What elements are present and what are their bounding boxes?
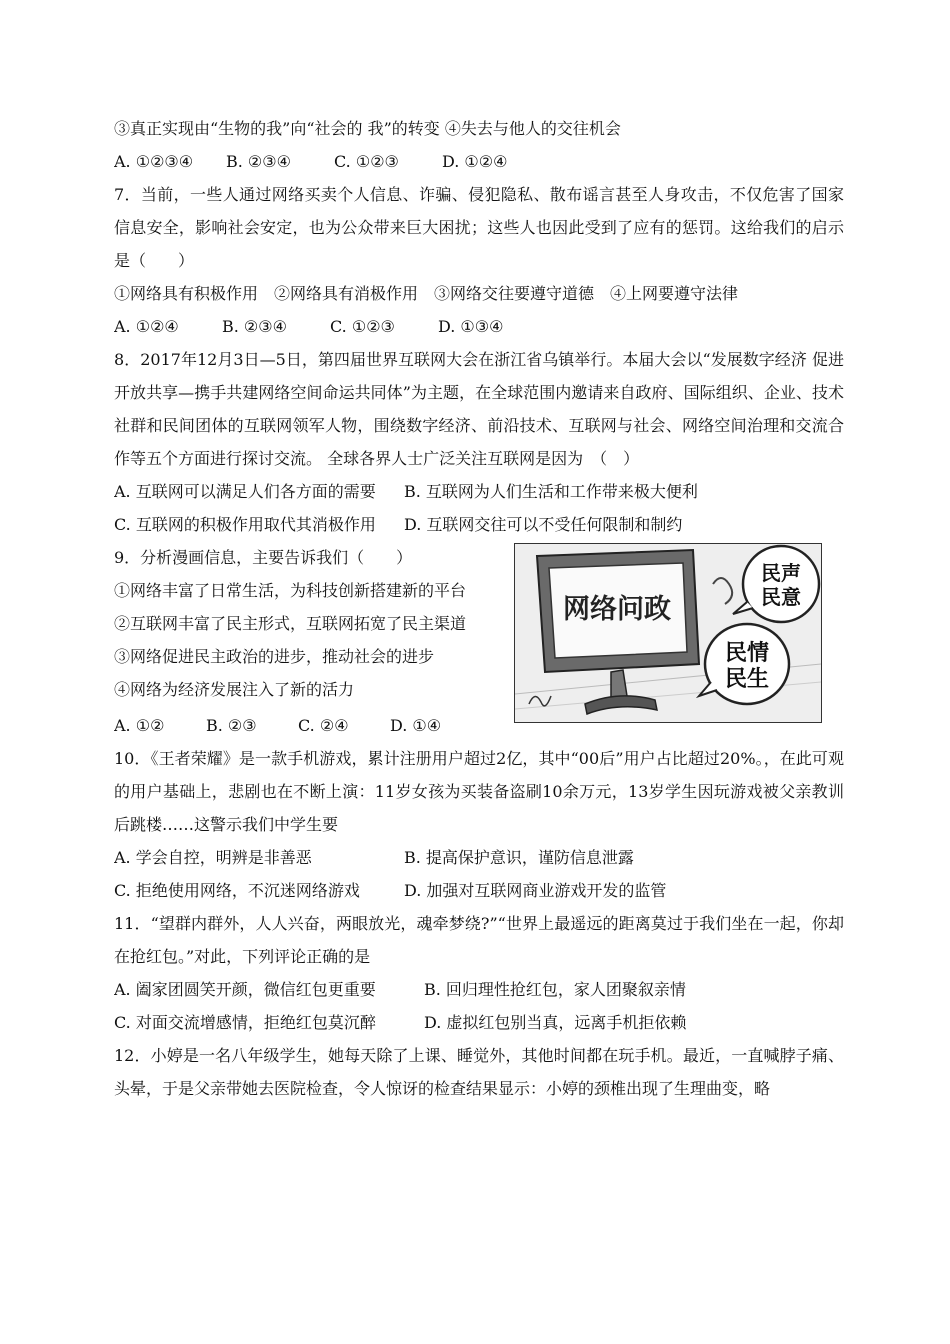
q10-option-b[interactable]: B. 提高保护意识，谨防信息泄露 — [404, 848, 634, 867]
bubble1-line2: 民意 — [761, 585, 801, 609]
q6-options — [114, 145, 844, 178]
q8-option-c[interactable]: C. 互联网的积极作用取代其消极作用 — [114, 515, 376, 534]
q9-stem: 9．分析漫画信息，主要告诉我们（ ） — [114, 548, 413, 567]
q9-option-a[interactable]: A. ①② — [114, 716, 165, 735]
q6-option-a[interactable]: A. ①②③④ — [114, 152, 194, 171]
q9-statement-4: ④网络为经济发展注入了新的活力 — [114, 680, 355, 699]
exam-page — [114, 112, 844, 1105]
q9-option-c[interactable]: C. ②④ — [298, 716, 349, 735]
q7-statements: ①网络具有积极作用 ②网络具有消极作用 ③网络交往要遵守道德 ④上网要遵守法律 — [114, 284, 739, 303]
q7-options — [114, 310, 844, 343]
q8-option-b[interactable]: B. 互联网为人们生活和工作带来极大便利 — [404, 482, 698, 501]
q6-option-c[interactable]: C. ①②③ — [334, 152, 399, 171]
q9-option-d[interactable]: D. ①④ — [390, 716, 442, 735]
q6-option-b[interactable]: B. ②③④ — [226, 152, 291, 171]
q7-stem: 7．当前，一些人通过网络买卖个人信息、诈骗、侵犯隐私、散布谣言甚至人身攻击，不仅危害了国家信息安全，影响社会安定，也为公众带来巨大困扰；这些人也因此受到了应有的惩罚。这给我们的启示是（ ） — [114, 185, 844, 270]
q9-cartoon-image — [514, 543, 822, 723]
q11-options-row2 — [114, 1006, 844, 1039]
q10-option-a[interactable]: A. 学会自控，明辨是非善恶 — [114, 848, 312, 867]
q8-option-d[interactable]: D. 互联网交往可以不受任何限制和制约 — [404, 515, 683, 534]
q11-option-c[interactable]: C. 对面交流增感情，拒绝红包莫沉醉 — [114, 1013, 376, 1032]
q8-options-row2 — [114, 508, 844, 541]
q7-option-d[interactable]: D. ①③④ — [438, 317, 504, 336]
q11-option-d[interactable]: D. 虚拟红包别当真，远离手机拒依赖 — [424, 1013, 687, 1032]
q11-option-a[interactable]: A. 阖家团圆笑开颜，微信红包更重要 — [114, 980, 376, 999]
bubble2-line2: 民生 — [724, 667, 770, 692]
q9-statement-2: ②互联网丰富了民主形式，互联网拓宽了民主渠道 — [114, 614, 467, 633]
q10-options-row2 — [114, 874, 844, 907]
q9-statement-1: ①网络丰富了日常生活，为科技创新搭建新的平台 — [114, 581, 467, 600]
bubble2-line1: 民情 — [724, 641, 770, 666]
q10-option-c[interactable]: C. 拒绝使用网络，不沉迷网络游戏 — [114, 881, 360, 900]
cartoon-drawing — [515, 544, 821, 722]
q8-option-a[interactable]: A. 互联网可以满足人们各方面的需要 — [114, 482, 376, 501]
q9-statement-3: ③网络促进民主政治的进步，推动社会的进步 — [114, 647, 435, 666]
q10-option-d[interactable]: D. 加强对互联网商业游戏开发的监管 — [404, 881, 667, 900]
q9-option-b[interactable]: B. ②③ — [206, 716, 257, 735]
q9-text — [114, 541, 494, 706]
q6-statement-line: ③真正实现由“生物的我”向“社会的 我”的转变 ④失去与他人的交往机会 — [114, 119, 621, 138]
q7-option-b[interactable]: B. ②③④ — [222, 317, 287, 336]
q6-option-d[interactable]: D. ①②④ — [442, 152, 508, 171]
cartoon-screen-text: 网络问政 — [563, 594, 671, 625]
q9-block — [114, 541, 844, 709]
q12-stem: 12．小婷是一名八年级学生，她每天除了上课、睡觉外，其他时间都在玩手机。最近，一直喊脖子痛、头晕，于是父亲带她去医院检查，令人惊讶的检查结果显示：小婷的颈椎出现了生理曲变，略 — [114, 1046, 844, 1098]
bubble1-line1: 民声 — [761, 561, 801, 585]
q10-options-row1 — [114, 841, 844, 874]
q11-option-b[interactable]: B. 回归理性抢红包，家人团聚叙亲情 — [424, 980, 686, 999]
q8-options-row1 — [114, 475, 844, 508]
q7-option-c[interactable]: C. ①②③ — [330, 317, 395, 336]
q7-option-a[interactable]: A. ①②④ — [114, 317, 179, 336]
q10-stem: 10．《王者荣耀》是一款手机游戏，累计注册用户超过2亿，其中“00后”用户占比超过20%。，在此可观的用户基础上，悲剧也在不断上演：11岁女孩为买装备盗刷10余万元，13岁学生因玩游戏被父亲教训后跳楼……这警示我们中学生要 — [114, 749, 844, 834]
q11-stem: 11．“望群内群外，人人兴奋，两眼放光，魂牵梦绕?”“世界上最遥远的距离莫过于我们坐在一起，你却在抢红包。”对此，下列评论正确的是 — [114, 914, 844, 966]
q11-options-row1 — [114, 973, 844, 1006]
q8-stem: 8．2017年12月3日—5日，第四届世界互联网大会在浙江省乌镇举行。本届大会以“发展数字经济 促进开放共享—携手共建网络空间命运共同体”为主题，在全球范围内邀请来自政府、国际组织、企业、技术社群和民间团体的互联网领军人物，围绕数字经济、前沿技术、互联网与社会、网络空间治理和交流合作等五个方面进行探讨交流。 全球各界人士广泛关注互联网是因为 （ ） — [114, 350, 844, 468]
